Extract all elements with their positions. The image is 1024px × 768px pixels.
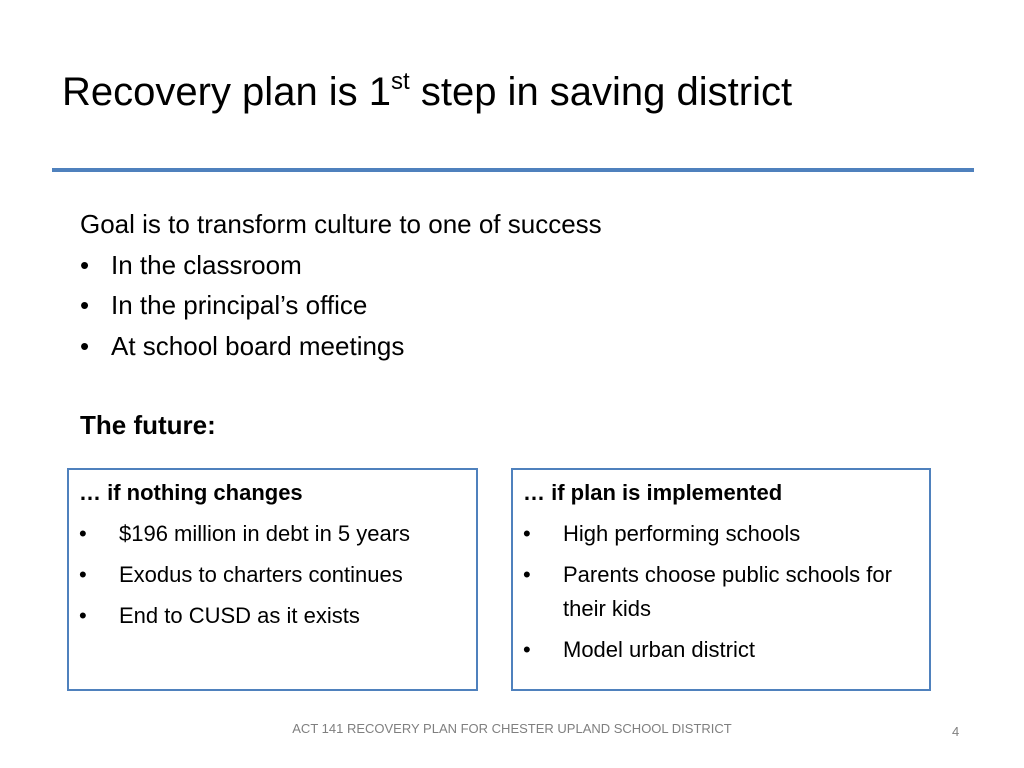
nothing-changes-box bbox=[67, 468, 478, 691]
nothing-changes-item-text: Exodus to charters continues bbox=[119, 562, 403, 587]
plan-implemented-box bbox=[511, 468, 931, 691]
bullet-icon: • bbox=[523, 637, 531, 662]
goal-bullet-item bbox=[80, 245, 602, 286]
bullet-icon: • bbox=[80, 330, 90, 361]
goal-bullet-text: At school board meetings bbox=[111, 330, 405, 361]
bullet-icon: • bbox=[79, 521, 87, 546]
nothing-changes-item bbox=[79, 599, 468, 633]
plan-implemented-item-text: High performing schools bbox=[563, 521, 801, 546]
plan-implemented-item bbox=[523, 633, 921, 667]
bullet-icon: • bbox=[79, 603, 87, 628]
goal-section bbox=[80, 204, 602, 366]
plan-implemented-item-text: Model urban district bbox=[563, 637, 755, 662]
plan-implemented-item bbox=[523, 517, 921, 551]
nothing-changes-heading: … if nothing changes bbox=[79, 480, 303, 505]
bullet-icon: • bbox=[79, 562, 87, 587]
nothing-changes-item-text: $196 million in debt in 5 years bbox=[119, 521, 411, 546]
goal-bullet-text: In the principal’s office bbox=[111, 290, 368, 320]
slide-title-superscript: st bbox=[391, 67, 410, 95]
bullet-icon: • bbox=[523, 521, 531, 546]
slide-number: 4 bbox=[952, 724, 960, 739]
nothing-changes-item-text: End to CUSD as it exists bbox=[119, 603, 360, 628]
nothing-changes-list bbox=[79, 517, 468, 633]
plan-implemented-item bbox=[523, 558, 921, 626]
slide-title-rest: step in saving district bbox=[409, 70, 793, 114]
goal-text: Goal is to transform culture to one of success bbox=[80, 209, 602, 239]
slide-title bbox=[62, 68, 792, 116]
goal-bullet-item bbox=[80, 285, 602, 326]
goal-bullet-item bbox=[80, 326, 602, 367]
goal-bullet-text: In the classroom bbox=[111, 249, 302, 280]
title-divider bbox=[52, 168, 974, 172]
bullet-icon: • bbox=[80, 249, 90, 280]
future-label: The future: bbox=[80, 410, 216, 440]
goal-bullet-list bbox=[80, 245, 602, 367]
plan-implemented-heading: … if plan is implemented bbox=[523, 480, 783, 505]
slide-title-main: Recovery plan is 1 bbox=[62, 70, 392, 114]
bullet-icon: • bbox=[523, 562, 531, 587]
plan-implemented-list bbox=[523, 517, 921, 667]
plan-implemented-item-text: Parents choose public schools for their kids bbox=[563, 562, 892, 621]
slide-footer: ACT 141 RECOVERY PLAN FOR CHESTER UPLAND SCHOOL DISTRICT bbox=[292, 721, 732, 736]
nothing-changes-item bbox=[79, 517, 468, 551]
bullet-icon: • bbox=[80, 290, 90, 320]
nothing-changes-item bbox=[79, 558, 468, 592]
